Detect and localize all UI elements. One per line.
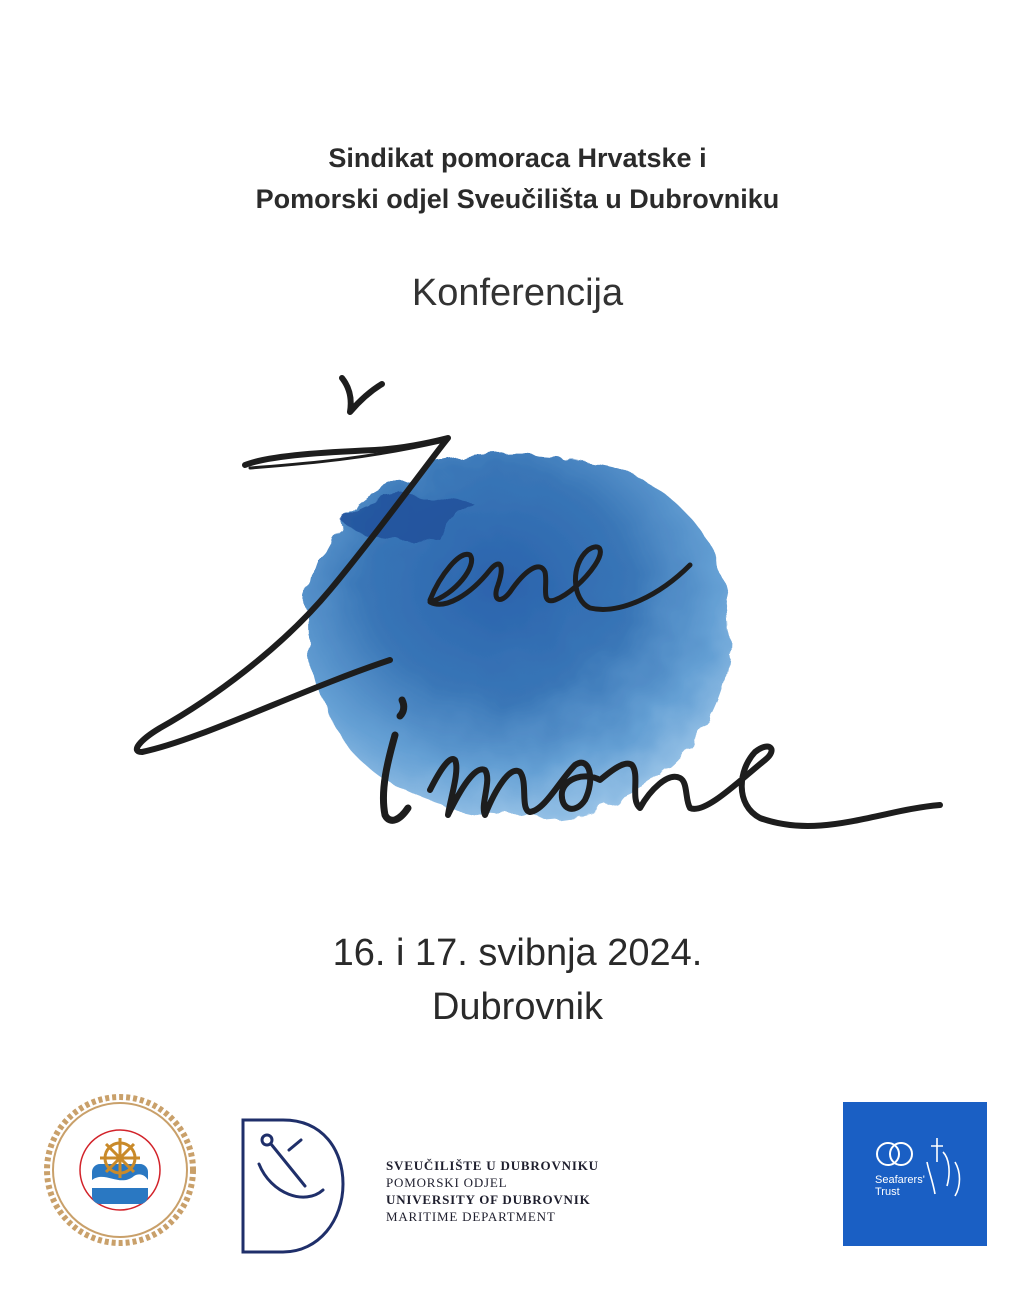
- university-logo-text: [386, 1157, 599, 1225]
- event-dates-block: [0, 926, 1035, 1034]
- hero-title-artwork: [0, 360, 1035, 880]
- event-location: Dubrovnik: [431, 986, 604, 1028]
- department-name-hr: POMORSKI ODJEL: [386, 1175, 508, 1190]
- seafarers-trust-name: [875, 1174, 925, 1198]
- seafarers-trust-line-1: Seafarers': [875, 1174, 925, 1186]
- university-name-en: UNIVERSITY OF DUBROVNIK: [386, 1192, 591, 1207]
- organizers-line-1: Sindikat pomoraca Hrvatske i: [328, 143, 707, 173]
- organizers-line-2: Pomorski odjel Sveučilišta u Dubrovniku: [255, 184, 780, 214]
- ships-wheel-icon: [100, 1138, 140, 1178]
- university-d-anchor-logo: [243, 1120, 343, 1252]
- sindikat-seal-logo: [47, 1097, 193, 1243]
- university-name-hr: SVEUČILIŠTE U DUBROVNIKU: [386, 1158, 599, 1173]
- organizers-heading: [0, 138, 1035, 220]
- seafarers-trust-line-2: Trust: [875, 1186, 900, 1198]
- department-name-en: MARITIME DEPARTMENT: [386, 1209, 556, 1224]
- event-type-label: Konferencija: [411, 272, 624, 314]
- anchor-icon: [259, 1135, 323, 1197]
- watercolor-circle: [309, 458, 731, 817]
- event-dates: 16. i 17. svibnja 2024.: [332, 932, 703, 974]
